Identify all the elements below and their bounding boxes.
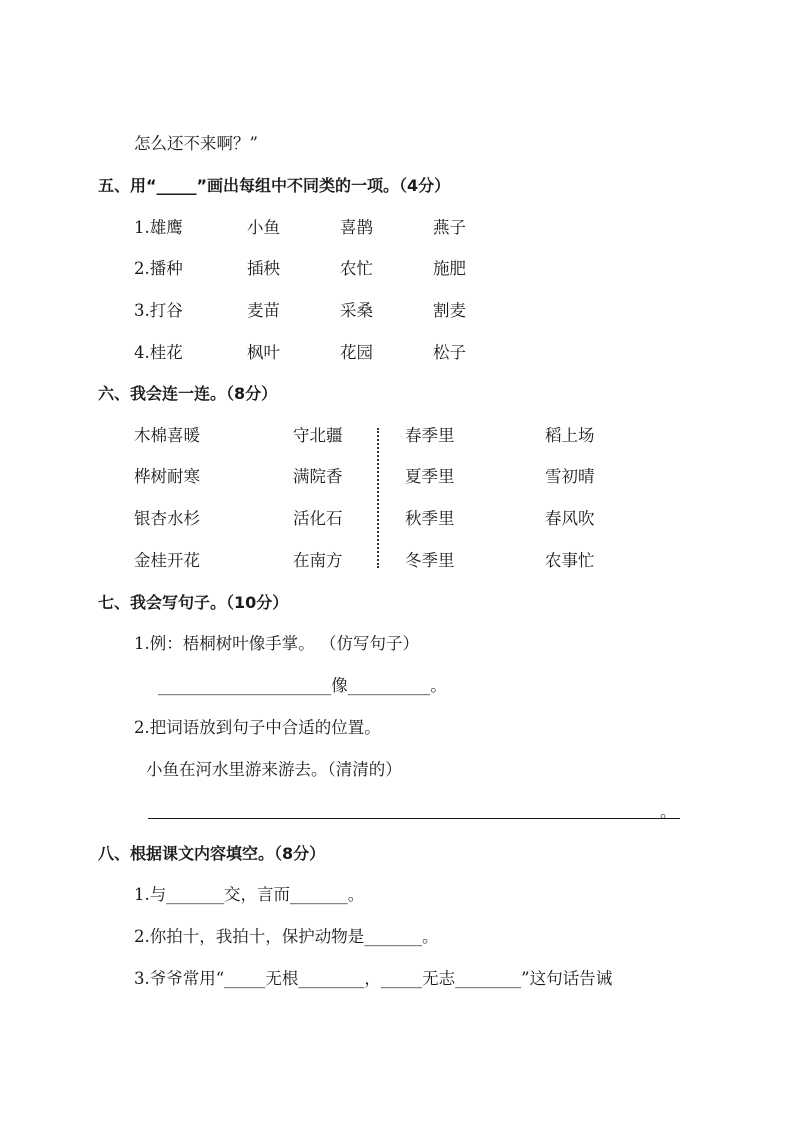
s7-q2-answer-end: 。 <box>660 802 677 821</box>
s7-q1-blank: _____________________像__________。 <box>158 676 447 695</box>
s7-q2-answer-line <box>148 818 680 819</box>
s8-q2: 2.你拍十，我拍十，保护动物是_______。 <box>134 927 439 946</box>
s5-g3-item3: 采桑 <box>340 301 373 320</box>
intro-tail: 怎么还不来啊？” <box>134 134 258 153</box>
section8-title: 八、根据课文内容填空。（8分） <box>98 844 326 863</box>
s6-left-a4: 金桂开花 <box>134 551 200 570</box>
s5-g4-item2: 枫叶 <box>247 343 280 362</box>
s5-g1-item4: 燕子 <box>433 218 466 237</box>
s5-g1-item2: 小鱼 <box>247 218 280 237</box>
s6-left-a1: 木棉喜暖 <box>134 426 200 445</box>
s5-g1-item3: 喜鹊 <box>340 218 373 237</box>
s5-g2-item1: 2.播种 <box>134 259 183 278</box>
s6-right-a3: 秋季里 <box>405 509 455 528</box>
s6-right-b3: 春风吹 <box>545 509 595 528</box>
s6-left-a2: 桦树耐寒 <box>134 467 200 486</box>
s6-right-a2: 夏季里 <box>405 467 455 486</box>
s7-q2-prompt: 2.把词语放到句子中合适的位置。 <box>134 718 381 737</box>
s6-left-b3: 活化石 <box>293 509 343 528</box>
s6-right-a4: 冬季里 <box>405 551 455 570</box>
s5-g3-item1: 3.打谷 <box>134 301 183 320</box>
s6-left-b1: 守北疆 <box>293 426 343 445</box>
s5-g4-item4: 松子 <box>433 343 466 362</box>
s5-g2-item4: 施肥 <box>433 259 466 278</box>
s6-left-b2: 满院香 <box>293 467 343 486</box>
section5-title: 五、用“_____”画出每组中不同类的一项。（4分） <box>98 176 451 195</box>
s5-g1-item1: 1.雄鹰 <box>134 218 183 237</box>
s5-g3-item2: 麦苗 <box>247 301 280 320</box>
s6-right-a1: 春季里 <box>405 426 455 445</box>
s5-g4-item1: 4.桂花 <box>134 343 183 362</box>
s7-q2-sentence: 小鱼在河水里游来游去。（清清的） <box>146 760 402 779</box>
s5-g4-item3: 花园 <box>340 343 373 362</box>
s8-q3: 3.爷爷常用“_____无根________，_____无志________”这句话告诫 <box>134 969 613 988</box>
s5-g3-item4: 割麦 <box>433 301 466 320</box>
s5-g2-item2: 插秧 <box>247 259 280 278</box>
s6-left-b4: 在南方 <box>293 551 343 570</box>
s6-right-b2: 雪初晴 <box>545 467 595 486</box>
section7-title: 七、我会写句子。（10分） <box>98 593 289 612</box>
section6-title: 六、我会连一连。（8分） <box>98 384 278 403</box>
s6-right-b4: 农事忙 <box>545 551 595 570</box>
s6-left-a3: 银杏水杉 <box>134 509 200 528</box>
s6-right-b1: 稻上场 <box>545 426 595 445</box>
s5-g2-item3: 农忙 <box>340 259 373 278</box>
matching-divider <box>377 428 379 568</box>
s7-q1-prompt: 1.例：梧桐树叶像手掌。 （仿写句子） <box>134 634 419 653</box>
s8-q1: 1.与_______交，言而_______。 <box>134 885 365 904</box>
